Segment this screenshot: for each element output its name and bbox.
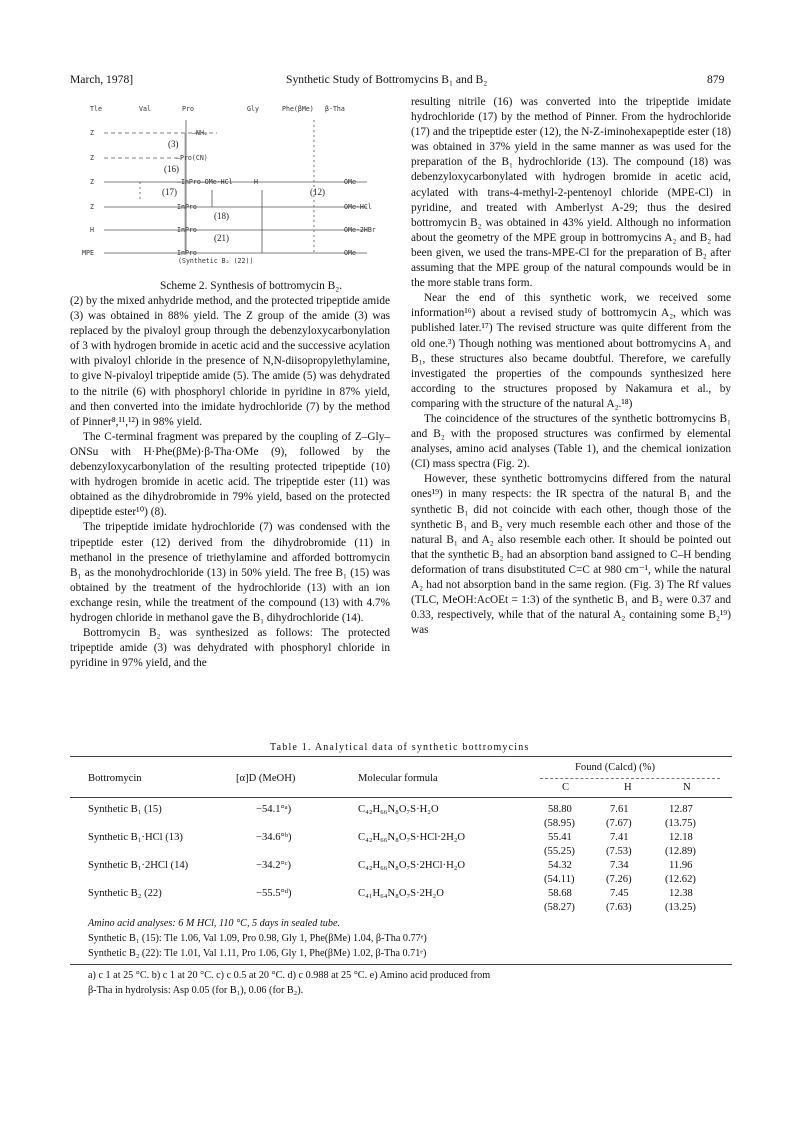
table-footnote-1: a) c 1 at 25 °C. b) c 1 at 20 °C. c) c 0.5 at 20 °C. d) c 0.988 at 25 °C. e) Amino acid produced from xyxy=(88,970,491,981)
scheme-ome: OMe xyxy=(344,178,356,186)
column-gly: Gly xyxy=(247,105,259,113)
table-caption: Table 1. Analytical data of synthetic bottromycins xyxy=(270,742,530,753)
header-h: H xyxy=(624,782,632,793)
scheme-h: H xyxy=(254,178,258,186)
page-number: 879 xyxy=(707,73,725,86)
amino-acid-note: Amino acid analyses: 6 M HCl, 110 °C, 5 days in sealed tube. xyxy=(88,918,341,929)
row-c-calc: (55.25) xyxy=(544,846,575,857)
header-formula: Molecular formula xyxy=(358,773,438,784)
row-n: 12.87 xyxy=(669,804,693,815)
left-paragraph-3: The tripeptide imidate hydrochloride (7) was condensed with the tripeptide ester (12) derived from the dihydrobromide (11) in methanol in the presence of triethylamine and afforded bottromycin B₁ as the monohydrochloride (13) in 50% yield. The free B₁ (15) was obtained by the treatment of the hydrochloride (13) with an ion exchange resin, while the treatment of the compound (13) with 4.7% hydrogen chloride in methanol gave the B₁ dihydrochloride (14). xyxy=(70,521,390,624)
row-n: 12.18 xyxy=(669,832,693,843)
scheme-ome-2: OMe xyxy=(344,249,356,257)
row-c: 55.41 xyxy=(548,832,572,843)
row-label-5: H xyxy=(90,226,94,234)
column-pro: Pro xyxy=(182,105,194,113)
row-n-calc: (13.25) xyxy=(665,902,696,913)
left-column xyxy=(70,294,390,671)
scheme-2 xyxy=(82,100,382,280)
row-h: 7.61 xyxy=(610,804,629,815)
scheme-c12: (12) xyxy=(310,187,325,197)
scheme-inpro-1: —InPro—OMe·HCl xyxy=(177,178,233,186)
row-c-calc: (54.11) xyxy=(544,874,575,885)
row-name: Synthetic B₁·HCl (13) xyxy=(88,832,183,843)
table-bottom-rule xyxy=(70,964,732,965)
scheme-inpro-4: InPro xyxy=(177,249,197,257)
amino-acid-b1: Synthetic B₁ (15): Tle 1.06, Val 1.09, Pro 0.98, Gly 1, Phe(βMe) 1.04, β-Tha 0.77ᵉ) xyxy=(88,933,427,944)
row-label-6: MPE xyxy=(82,249,94,257)
column-tha: β-Tha xyxy=(325,105,345,113)
row-formula: C₄₂H₆₆N₈O₇S·2HCl·H₂O xyxy=(358,860,466,871)
row-name: Synthetic B₂ (22) xyxy=(88,888,162,899)
scheme-pcn: —Pro(CN) xyxy=(176,154,208,162)
scheme-c17: (17) xyxy=(162,187,177,197)
row-c: 54.32 xyxy=(548,860,572,871)
row-formula: C₄₂H₆₆N₈O₇S·HCl·2H₂O xyxy=(358,832,466,843)
scheme-c3: (3) xyxy=(168,139,179,149)
row-n: 12.38 xyxy=(669,888,693,899)
row-n-calc: (13.75) xyxy=(665,818,696,829)
row-h: 7.41 xyxy=(610,832,629,843)
right-paragraph-1: resulting nitrile (16) was converted into the tripeptide imidate hydrochloride (17) by the method of Pinner. From the hydrochloride (17) and the tripeptide ester (12), the N-Z-iminohexapeptide ester (18) was obtained in 37% yield in the same manner as was used for the preparation of the B₁ hydrochloride (13). The compound (18) was debenzyloxycarbonylated with hydrogen bromide in acetic acid, acylated with trans-4-methyl-2-pentenoyl chloride (MPE-Cl) in pyridine, and treated with Amberlyst A-29; thus the desired bottromycin B₂ was obtained in 43% yield. Although no information about the geometry of the MPE group in bottromycins A₂ and B₂ had been given, we used the trans-MPE-Cl for the preparation of B₂ after assuming that the MPE group of the natural compounds would be in the more stable trans form. xyxy=(411,96,731,290)
row-c-calc: (58.27) xyxy=(544,902,575,913)
header-rotation: [α]D (MeOH) xyxy=(236,773,296,784)
header-bottromycin: Bottromycin xyxy=(88,773,142,784)
row-label-2: Z xyxy=(90,154,94,162)
row-label-3: Z xyxy=(90,178,94,186)
table-header-rule xyxy=(70,797,732,798)
row-rotation: −54.1°ᵃ) xyxy=(256,804,292,815)
right-paragraph-4: However, these synthetic bottromycins differed from the natural ones¹⁹) in many respects: the IR spectra of the natural B₁ and the synthetic B₁ did not coincide with each other, though those of the synthetic B₁ and B₂ very much resemble each other and those of the natural B₁ and A₂ also resemble each other. It should be pointed out that the synthetic B₂ had an absorption band assigned to C–H bending deformation of trans disubstituted C=C at 980 cm⁻¹, while the natural A₂ had not absorption band in the same region. (Fig. 3) The Rf values (TLC, MeOH:AcOEt = 1:3) of the synthetic B₁ and B₂ were 0.37 and 0.33, respectively, while that of the natural A₂ containing some B₂¹⁹) was xyxy=(411,473,731,637)
row-n-calc: (12.62) xyxy=(665,874,696,885)
row-rotation: −34.2°ᶜ) xyxy=(256,860,291,871)
row-c: 58.80 xyxy=(548,804,572,815)
row-c-calc: (58.95) xyxy=(544,818,575,829)
header-found: Found (Calcd) (%) xyxy=(575,762,656,773)
scheme-inpro-3: InPro xyxy=(177,226,197,234)
row-rotation: −55.5°ᵈ) xyxy=(256,888,292,899)
scheme-c18: (18) xyxy=(214,211,229,221)
row-n: 11.96 xyxy=(669,860,693,871)
column-val: Val xyxy=(139,105,151,113)
left-paragraph-2: The C-terminal fragment was prepared by the coupling of Z–Gly–ONSu with H·Phe(βMe)·β-Tha·OMe (9), followed by the debenzyloxycarbonylation of the resulting protected tripeptide (10) with hydrogen bromide in acetic acid. The tripeptide ester (11) was obtained as the dihydrobromide in 79% yield, based on the protected dipeptide ester¹⁰) (8). xyxy=(70,430,390,519)
row-h: 7.34 xyxy=(610,860,629,871)
row-rotation: −34.6°ᵇ) xyxy=(256,832,292,843)
running-date: March, 1978] xyxy=(70,73,134,86)
running-title: Synthetic Study of Bottromycins B₁ and B₂ xyxy=(286,73,488,86)
right-paragraph-3: The coincidence of the structures of the synthetic bottromycins B₁ and B₂ with the proposed structures was confirmed by elemental analyses, amino acid analyses (Table 1), and the chemical ionization (CI) mass spectra (Fig. 2). xyxy=(411,412,731,471)
table-footnote-2: β-Tha in hydrolysis: Asp 0.05 (for B₁), 0.06 (for B₂). xyxy=(88,985,304,996)
scheme-caption: Scheme 2. Synthesis of bottromycin B₂. xyxy=(160,280,343,292)
right-column xyxy=(411,95,731,638)
scheme-nh2: —NH₂ xyxy=(192,129,208,137)
row-formula: C₄₁H₆₄N₈O₇S·2H₂O xyxy=(358,888,444,899)
right-paragraph-2: Near the end of this synthetic work, we received some information¹⁶) about a revised study of bottromycin A₂, which was published later.¹⁷) The revised structure was quite different from the old one.³) Though nothing was mentioned about bottromycins A₁ and B₁, these structures also became doubtful. Therefore, we carefully investigated the properties of the compounds synthesized here according to the structures proposed by Nakamura et al., by comparing with the structure of the natural A₂.¹⁸) xyxy=(411,292,731,410)
header-found-rule xyxy=(540,778,720,779)
row-h-calc: (7.26) xyxy=(606,874,632,885)
row-c: 58.68 xyxy=(548,888,572,899)
column-phe: Phe(βMe) xyxy=(282,105,314,113)
row-formula: C₄₂H₆₆N₈O₇S·H₂O xyxy=(358,804,439,815)
row-h-calc: (7.53) xyxy=(606,846,632,857)
row-h-calc: (7.63) xyxy=(606,902,632,913)
row-n-calc: (12.89) xyxy=(665,846,696,857)
scheme-c16: (16) xyxy=(164,164,179,174)
left-paragraph-4: Bottromycin B₂ was synthesized as follows: The protected tripeptide amide (3) was dehydrated with phosphoryl chloride in pyridine in 97% yield, and the xyxy=(70,627,390,670)
row-h-calc: (7.67) xyxy=(606,818,632,829)
scheme-inpro-2: InPro xyxy=(177,203,197,211)
row-name: Synthetic B₁·2HCl (14) xyxy=(88,860,189,871)
column-tle: Tle xyxy=(90,105,102,113)
row-label-1: Z xyxy=(90,129,94,137)
header-n: N xyxy=(683,782,691,793)
scheme-ome-hcl: OMe·HCl xyxy=(344,203,372,211)
scheme-ome-2hbr: OMe·2HBr xyxy=(344,226,376,234)
scheme-synthetic-b2: (Synthetic B₂ (22)) xyxy=(178,257,254,265)
row-h: 7.45 xyxy=(610,888,629,899)
table-top-rule xyxy=(70,756,732,757)
scheme-c21: (21) xyxy=(214,233,229,243)
header-c: C xyxy=(562,782,570,793)
row-name: Synthetic B₁ (15) xyxy=(88,804,162,815)
left-paragraph-1: (2) by the mixed anhydride method, and the protected tripeptide amide (3) was obtained in 88% yield. The Z group of the amide (3) was replaced by the pivaloyl group through the debenzyloxycarbonylation of 3 with hydrogen bromide in acetic acid and the successive acylation with pivaloyl chloride in the presence of N,N-diisopropylethylamine, to give N-pivaloyl tripeptide amide (5). The amide (5) was dehydrated to the nitrile (6) with phosphoryl chloride in pyridine in 87% yield, and then converted into the imidate hydrochloride (7) by the method of Pinner⁸,¹¹,¹²) in 98% yield. xyxy=(70,295,390,428)
row-label-4: Z xyxy=(90,203,94,211)
amino-acid-b2: Synthetic B₂ (22): Tle 1.01, Val 1.11, Pro 1.06, Gly 1, Phe(βMe) 1.02, β-Tha 0.71ᵉ) xyxy=(88,948,427,959)
